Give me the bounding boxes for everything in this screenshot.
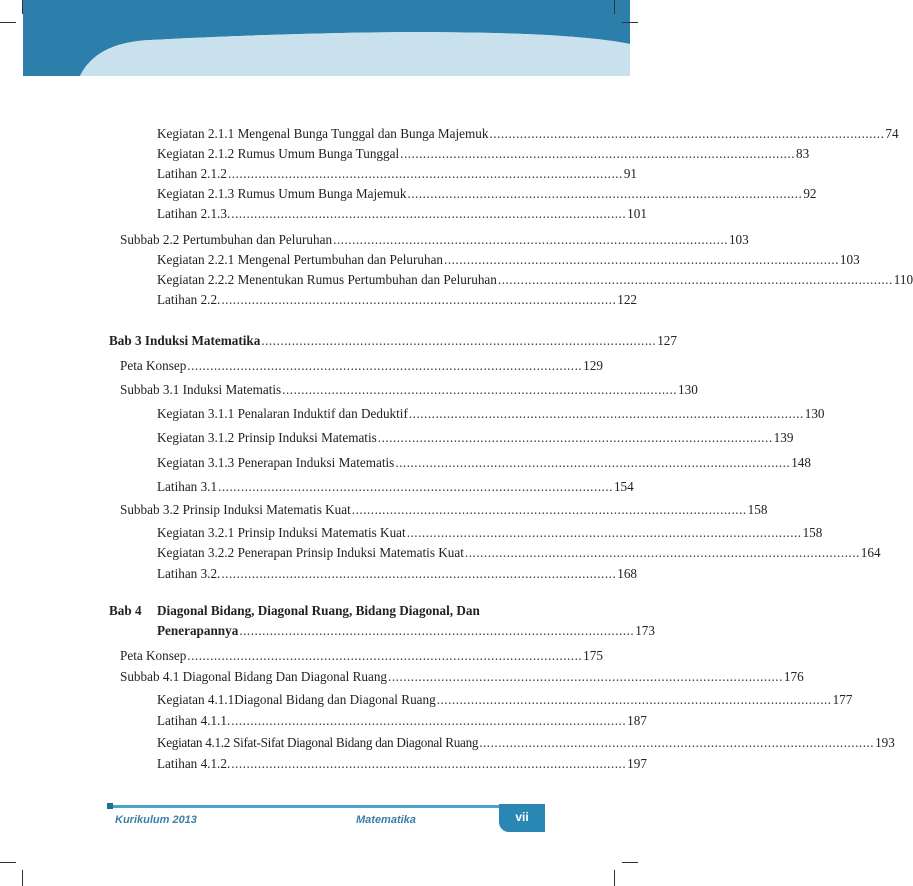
toc-entry-page: 101 xyxy=(627,206,647,221)
toc-entry[interactable] xyxy=(157,206,647,222)
toc-entry[interactable] xyxy=(157,735,895,751)
toc-leader-dots: ........................................................................................................ xyxy=(221,292,617,307)
toc-entry[interactable] xyxy=(157,692,853,708)
toc-entry[interactable] xyxy=(120,358,603,374)
toc-entry-page: 139 xyxy=(773,430,794,445)
page-number: vii xyxy=(515,810,529,824)
crop-mark xyxy=(22,870,23,886)
toc-entry-label: Subbab 3.1 Induksi Matematis xyxy=(120,382,282,397)
toc-leader-dots: ........................................................................................................ xyxy=(479,735,875,750)
toc-entry-page: 103 xyxy=(728,232,749,247)
toc-leader-dots: ........................................................................................................ xyxy=(489,126,885,141)
toc-entry-label: Kegiatan 3.2.2 Penerapan Prinsip Induksi Matematis Kuat xyxy=(157,545,464,560)
toc-entry-page: 177 xyxy=(832,692,853,707)
toc-chapter-entry[interactable] xyxy=(109,333,677,349)
toc-entry[interactable] xyxy=(120,648,603,664)
crop-mark xyxy=(22,0,23,14)
toc-leader-dots: ........................................................................................................ xyxy=(464,545,860,560)
header-banner xyxy=(0,0,638,76)
toc-entry[interactable] xyxy=(120,669,804,685)
toc-entry-label: Penerapannya xyxy=(157,623,239,638)
crop-mark xyxy=(614,870,615,886)
toc-chapter-entry[interactable] xyxy=(157,623,655,639)
toc-entry-label: Kegiatan 2.1.1 Mengenal Bunga Tunggal dan Bunga Majemuk xyxy=(157,126,489,141)
toc-entry-label: Latihan 2.1.3. xyxy=(157,206,231,221)
toc-entry-page: 74 xyxy=(885,126,899,141)
toc-entry[interactable] xyxy=(157,146,810,162)
toc-entry-label: Subbab 4.1 Diagonal Bidang Dan Diagonal Ruang xyxy=(120,669,388,684)
chapter-number: Bab 4 xyxy=(109,603,142,618)
toc-entry-label: Kegiatan 3.1.2 Prinsip Induksi Matematis xyxy=(157,430,377,445)
toc-entry[interactable] xyxy=(157,756,647,772)
toc-entry[interactable] xyxy=(157,545,881,561)
toc-entry-page: 148 xyxy=(791,455,811,470)
toc-leader-dots: ........................................................................................................ xyxy=(231,206,627,221)
toc-entry-page: 168 xyxy=(617,566,638,581)
toc-entry-label: Kegiatan 2.2.2 Menentukan Rumus Pertumbuhan dan Peluruhan xyxy=(157,272,497,287)
toc-entry-page: 158 xyxy=(747,502,768,517)
toc-entry-page: 187 xyxy=(627,713,647,728)
toc-entry[interactable] xyxy=(120,502,768,518)
toc-leader-dots: ........................................................................................................ xyxy=(333,232,728,247)
toc-entry[interactable] xyxy=(157,406,825,422)
toc-leader-dots: ........................................................................................................ xyxy=(227,166,623,181)
toc-entry-page: 193 xyxy=(875,735,895,750)
toc-entry[interactable] xyxy=(157,455,811,471)
toc-leader-dots: ........................................................................................................ xyxy=(239,623,635,638)
toc-entry-label: Kegiatan 3.1.3 Penerapan Induksi Matematis xyxy=(157,455,395,470)
footer-rule xyxy=(110,805,534,808)
footer-subject: Matematika xyxy=(356,814,416,826)
toc-entry[interactable] xyxy=(157,166,638,182)
toc-leader-dots: ........................................................................................................ xyxy=(406,525,802,540)
toc-leader-dots: ........................................................................................................ xyxy=(436,692,832,707)
toc-entry-page: 130 xyxy=(678,382,698,397)
toc-leader-dots: ........................................................................................................ xyxy=(395,455,791,470)
crop-mark xyxy=(622,862,638,863)
toc-leader-dots: ........................................................................................................ xyxy=(231,713,627,728)
toc-entry-label: Bab 3 Induksi Matematika xyxy=(109,333,261,348)
toc-entry-page: 127 xyxy=(657,333,677,348)
toc-entry[interactable] xyxy=(120,382,698,398)
toc-entry-label: Kegiatan 2.1.2 Rumus Umum Bunga Tunggal xyxy=(157,146,400,161)
toc-entry[interactable] xyxy=(157,525,823,541)
toc-entry-label: Kegiatan 4.1.1Diagonal Bidang dan Diagonal Ruang xyxy=(157,692,436,707)
toc-entry-page: 158 xyxy=(802,525,823,540)
toc-entry-page: 173 xyxy=(635,623,655,638)
toc-leader-dots: ........................................................................................................ xyxy=(400,146,796,161)
chapter-title: Diagonal Bidang, Diagonal Ruang, Bidang Diagonal, Dan xyxy=(157,603,480,618)
footer-curriculum: Kurikulum 2013 xyxy=(115,814,197,826)
toc-entry-label: Kegiatan 3.2.1 Prinsip Induksi Matematis Kuat xyxy=(157,525,406,540)
toc-leader-dots: ........................................................................................................ xyxy=(218,479,613,494)
toc-entry[interactable] xyxy=(157,566,638,582)
toc-entry-label: Latihan 4.1.2. xyxy=(157,756,231,771)
toc-entry[interactable] xyxy=(157,713,647,729)
toc-entry-label: Kegiatan 2.1.3 Rumus Umum Bunga Majemuk xyxy=(157,186,407,201)
toc-leader-dots: ........................................................................................................ xyxy=(497,272,893,287)
toc-entry-page: 122 xyxy=(617,292,638,307)
toc-entry-label: Latihan 2.1.2 xyxy=(157,166,227,181)
toc-entry-label: Latihan 3.2. xyxy=(157,566,221,581)
toc-entry[interactable] xyxy=(157,126,899,142)
toc-entry-page: 103 xyxy=(839,252,860,267)
toc-leader-dots: ........................................................................................................ xyxy=(187,648,583,663)
crop-mark xyxy=(0,862,16,863)
toc-leader-dots: ........................................................................................................ xyxy=(408,406,804,421)
toc-entry-label: Latihan 4.1.1. xyxy=(157,713,231,728)
toc-entry-label: Latihan 2.2. xyxy=(157,292,221,307)
toc-leader-dots: ........................................................................................................ xyxy=(377,430,773,445)
toc-entry-page: 129 xyxy=(583,358,603,373)
footer-marker xyxy=(107,803,113,809)
toc-entry[interactable] xyxy=(157,272,913,288)
toc-entry-page: 110 xyxy=(893,272,913,287)
toc-leader-dots: ........................................................................................................ xyxy=(407,186,803,201)
toc-entry-label: Peta Konsep xyxy=(120,358,187,373)
toc-entry-label: Latihan 3.1 xyxy=(157,479,218,494)
toc-entry[interactable] xyxy=(157,252,860,268)
toc-entry-page: 91 xyxy=(623,166,638,181)
page-number-tab xyxy=(499,804,545,832)
toc-entry-label: Kegiatan 2.2.1 Mengenal Pertumbuhan dan Peluruhan xyxy=(157,252,444,267)
toc-leader-dots: ........................................................................................................ xyxy=(282,382,678,397)
toc-entry[interactable] xyxy=(157,479,634,495)
toc-entry-label: Kegiatan 4.1.2 Sifat-Sifat Diagonal Bidang dan Diagonal Ruang xyxy=(157,735,479,750)
crop-mark xyxy=(622,22,638,23)
crop-mark xyxy=(614,0,615,14)
toc-entry-label: Subbab 3.2 Prinsip Induksi Matematis Kuat xyxy=(120,502,351,517)
toc-entry-page: 175 xyxy=(583,648,603,663)
toc-leader-dots: ........................................................................................................ xyxy=(444,252,839,267)
toc-leader-dots: ........................................................................................................ xyxy=(261,333,657,348)
toc-leader-dots: ........................................................................................................ xyxy=(351,502,747,517)
toc-entry-label: Kegiatan 3.1.1 Penalaran Induktif dan Deduktif xyxy=(157,406,408,421)
toc-entry[interactable] xyxy=(120,232,749,248)
toc-leader-dots: ........................................................................................................ xyxy=(231,756,627,771)
toc-entry[interactable] xyxy=(157,186,817,202)
toc-leader-dots: ........................................................................................................ xyxy=(187,358,583,373)
toc-entry-page: 92 xyxy=(803,186,817,201)
toc-entry-page: 154 xyxy=(613,479,634,494)
toc-entry-label: Peta Konsep xyxy=(120,648,187,663)
toc-entry-page: 130 xyxy=(804,406,825,421)
crop-mark xyxy=(0,22,16,23)
toc-leader-dots: ........................................................................................................ xyxy=(388,669,783,684)
toc-entry-label: Subbab 2.2 Pertumbuhan dan Peluruhan xyxy=(120,232,333,247)
toc-entry-page: 83 xyxy=(796,146,810,161)
toc-leader-dots: ........................................................................................................ xyxy=(221,566,617,581)
toc-entry[interactable] xyxy=(157,292,638,308)
toc-entry-page: 176 xyxy=(783,669,804,684)
toc-entry-page: 164 xyxy=(860,545,881,560)
toc-entry-page: 197 xyxy=(627,756,647,771)
toc-entry[interactable] xyxy=(157,430,794,446)
